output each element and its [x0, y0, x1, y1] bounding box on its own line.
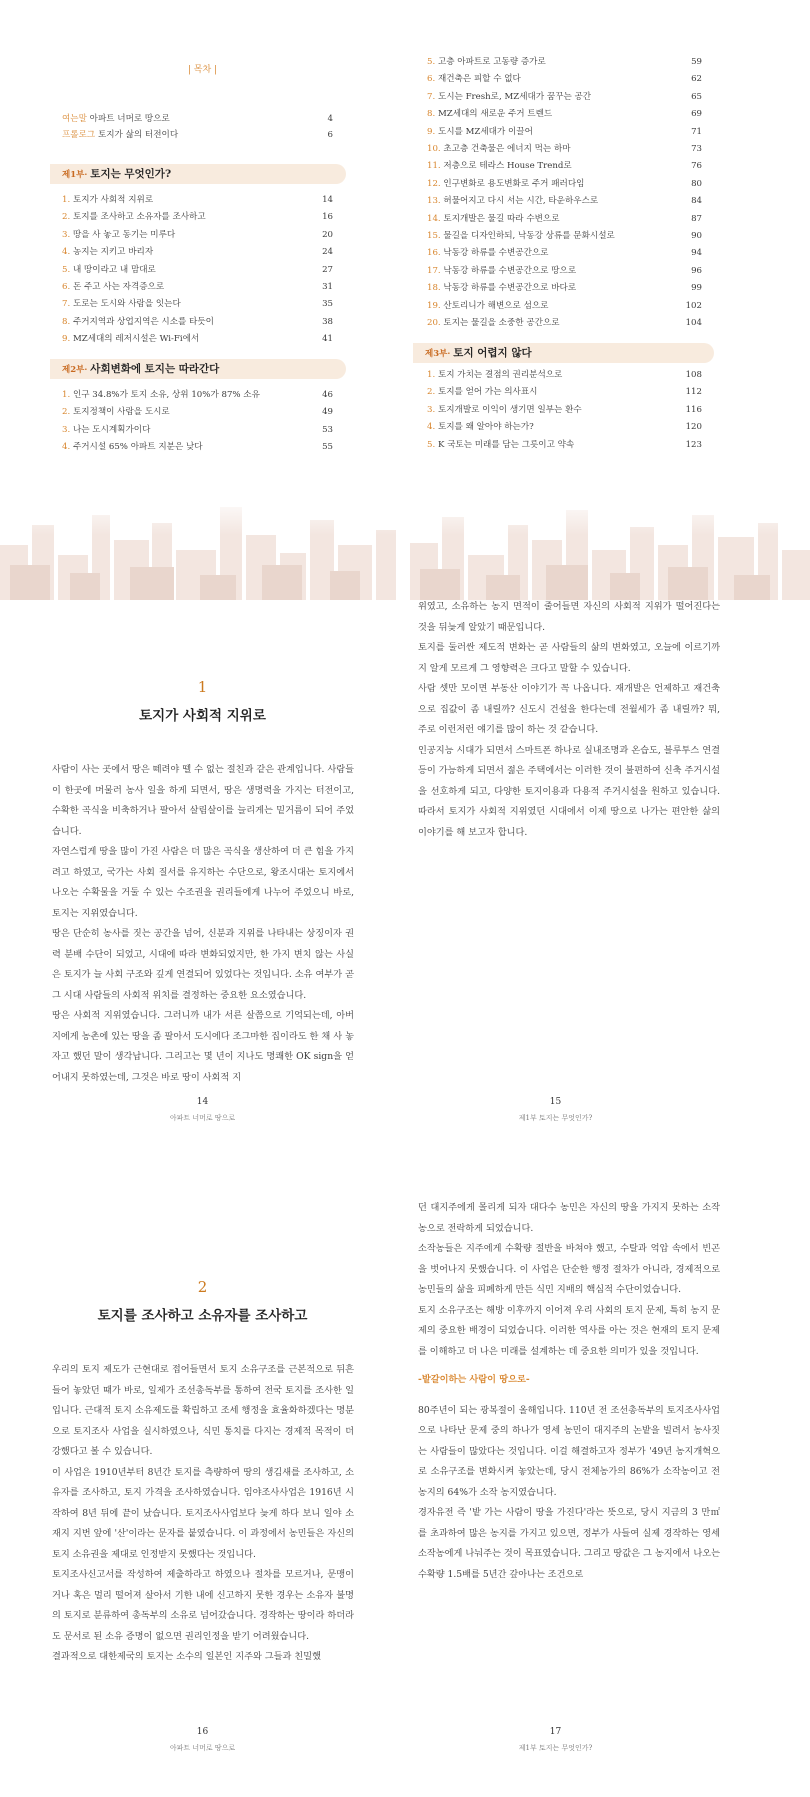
toc-entry[interactable]	[427, 159, 702, 173]
toc-entry-title: 초고층 건축물은 에너지 먹는 하마	[443, 144, 571, 154]
running-head: 아파트 너머로 땅으로	[169, 1744, 236, 1752]
toc-entry[interactable]	[62, 112, 333, 126]
paragraph: 80주년이 되는 광복절이 올해입니다. 110년 전 조선총독부의 토지조사사업으로 나타난 문제 중의 하나가 영세 농민이 대지주의 논밭을 빌려서 농사짓는 사람들이 많았다는 것입니다. 이걸 해결하고자 정부가 '49년 농지개혁으로 소유구조를 변화시켜 놓았는데, 당시 전체농가의 86%가 소작농이고 전 농지의 64%가 소작 농지였습니다.	[418, 1404, 720, 1498]
toc-entry-page: 69	[691, 109, 702, 120]
chapter-number: 1	[197, 678, 208, 696]
toc-entry[interactable]	[427, 403, 702, 417]
toc-entry-number: 15.	[427, 231, 441, 241]
toc-entry-page: 123	[685, 439, 702, 450]
toc-entry-title: 고층 아파트로 고동량 증가로	[437, 57, 546, 67]
page-14-body	[52, 760, 354, 1088]
toc-entry[interactable]	[427, 438, 702, 452]
toc-entry-number: 14.	[427, 213, 441, 224]
toc-entry-number: 1.	[62, 195, 71, 205]
toc-entry-number: 8.	[427, 109, 436, 120]
toc-entry-number: 9.	[62, 334, 71, 345]
toc-entry-number: 1.	[427, 370, 436, 380]
toc-entry-page: 99	[691, 283, 702, 294]
page-14	[0, 600, 405, 1200]
toc-entry-number: 7.	[427, 91, 436, 102]
toc-entry[interactable]	[62, 388, 333, 402]
toc-entry-page: 35	[322, 299, 333, 310]
toc-heading: | 목차 |	[187, 65, 218, 75]
toc-entry-title: 도시를 MZ세대가 이끌어	[437, 126, 533, 137]
toc-entry-page: 16	[322, 212, 333, 223]
toc-entry[interactable]	[427, 264, 702, 278]
toc-entry-page: 4	[327, 114, 333, 124]
paragraph: 자연스럽게 땅을 많이 가진 사람은 더 많은 곡식을 생산하여 더 큰 힘을 가지려고 하였고, 국가는 사회 질서를 유지하는 수단으로, 왕조시대는 토지에서 나오는 수확물을 거둘 수 있는 수조권을 권리들에게 나누어 주었으니 바로, 토지는 지위였습니다.	[52, 846, 354, 919]
toc-entry-page: 20	[322, 229, 333, 240]
toc-entry-number: 5.	[427, 57, 436, 67]
toc-entry-number: 20.	[427, 318, 441, 328]
toc-entry[interactable]	[427, 55, 702, 69]
toc-entry-title: MZ세대의 새로운 주거 트렌드	[437, 109, 553, 120]
toc-entry-title: 도로는 도시와 사람을 잇는다	[72, 299, 181, 310]
toc-entry[interactable]	[62, 440, 333, 454]
toc-entry-title: 토지가 삶의 터전이다	[97, 130, 179, 140]
toc-entry-number: 3.	[62, 229, 71, 240]
toc-entry[interactable]	[427, 368, 702, 382]
toc-entry-title: 낙동강 하류를 수변공간으로 바다로	[443, 283, 577, 294]
toc-entry-page: 24	[322, 247, 333, 258]
toc-entry-title: 토지는 물길을 소중한 공간으로	[443, 318, 560, 328]
page-number: 14	[196, 1097, 209, 1107]
toc-entry-number: 6.	[427, 74, 436, 85]
page-number: 16	[196, 1727, 209, 1737]
toc-entry-page: 108	[685, 370, 702, 380]
toc-entry-title: 인구 34.8%가 토지 소유, 상위 10%가 87% 소유	[72, 390, 260, 400]
section-subhead: -밭갈이하는 사람이 땅으로-	[418, 1374, 530, 1385]
toc-entry[interactable]	[427, 299, 702, 313]
toc-entry-title: 낙동강 하류를 수변공간으로	[443, 248, 549, 259]
running-head: 아파트 너머로 땅으로	[169, 1114, 236, 1122]
toc-entry[interactable]	[427, 229, 702, 243]
toc-entry[interactable]	[62, 245, 333, 259]
chapter-title: 토지가 사회적 지위로	[139, 708, 266, 724]
toc-entry-page: 53	[322, 424, 333, 435]
toc-entry-title: 내 땅이라고 내 맘대로	[72, 264, 156, 275]
paragraph: 사람 셋만 모이면 부동산 이야기가 꼭 나옵니다. 재개발은 언제하고 재건축으로 집값이 좀 내릴까? 신도시 건설을 한다는데 전월세가 좀 내릴까? 뭐, 주로 이런저런 얘기를 많이 하는 것 같습니다.	[418, 683, 720, 735]
toc-entry[interactable]	[62, 332, 333, 346]
part-title: 사회변화에 토지는 따라간다	[90, 363, 220, 375]
toc-entry-number: 9.	[427, 126, 436, 137]
toc-entry-page: 87	[691, 213, 702, 224]
toc-entry-page: 31	[322, 282, 333, 292]
toc-entry-number: 5.	[62, 264, 71, 275]
toc-entry-title: 도시는 Fresh로, MZ세대가 꿈꾸는 공간	[437, 91, 592, 102]
toc-entry-page: 90	[691, 231, 702, 241]
toc-entry-page: 76	[691, 161, 702, 172]
running-head: 제1부 토지는 무엇인가?	[518, 1114, 593, 1122]
toc-entry-page: 38	[322, 316, 333, 327]
toc-entry-number: 2.	[62, 212, 71, 223]
toc-entry-title: 저층으로 테라스 House Trend로	[443, 161, 572, 172]
toc-entry[interactable]	[427, 107, 702, 121]
toc-entry-page: 84	[691, 196, 702, 207]
paragraph: 땅은 사회적 지위였습니다. 그러니까 내가 서른 살쯤으로 기억되는데, 아버지에게 농촌에 있는 땅을 좀 팔아서 도시에다 조그마한 집이라도 한 채 사 놓자고 했던 말이 생각납니다. 그리고는 몇 년이 지나도 명쾌한 OK sign을 얻어내지 못하였는데, 그것은 바로 땅이 사회적 지	[52, 1010, 354, 1083]
toc-entry-page: 73	[691, 144, 702, 154]
toc-entry-page: 96	[691, 265, 702, 276]
part-heading	[50, 164, 346, 184]
page-17	[405, 1200, 810, 1797]
toc-entry-number: 4.	[62, 442, 71, 453]
toc-entry-title: 토지정책이 사람을 도시로	[72, 407, 170, 418]
paragraph: 소작농들은 지주에게 수확량 절반을 바쳐야 했고, 수탈과 억압 속에서 빈곤을 벗어나지 못했습니다. 이 사업은 단순한 행정 절차가 아니라, 경제적으로 농민들의 삶을 피폐하게 만든 식민 지배의 핵심적 수단이었습니다.	[418, 1243, 720, 1295]
toc-entry[interactable]	[62, 297, 333, 311]
chapter-title: 토지를 조사하고 소유자를 조사하고	[97, 1308, 308, 1324]
part-label: 제2부·	[62, 365, 88, 375]
paragraph: 던 대지주에게 몰리게 되자 대다수 농민은 자신의 땅을 가지지 못하는 소작농으로 전락하게 되었습니다.	[418, 1202, 720, 1234]
part-title: 토지는 무엇인가?	[90, 168, 172, 180]
toc-entry-number: 3.	[427, 404, 436, 415]
toc-entry[interactable]	[427, 72, 702, 86]
page-15-body	[418, 597, 720, 843]
toc-entry-page: 94	[691, 248, 702, 259]
toc-entry-page: 102	[685, 300, 702, 311]
running-head: 제1부 토지는 무엇인가?	[518, 1744, 593, 1752]
page-17-body	[418, 1198, 720, 1585]
toc-entry[interactable]	[427, 212, 702, 226]
toc-entry-title: 토지 가치는 결점의 권리분석으로	[437, 370, 563, 380]
toc-entry-number: 18.	[427, 283, 441, 294]
toc-entry-number: 1.	[62, 390, 71, 400]
toc-entry-title: 토지를 얻어 가는 의사표시	[437, 387, 538, 398]
toc-entry-title: K 국토는 미래를 담는 그릇이고 약속	[437, 439, 575, 450]
page-16-body	[52, 1360, 354, 1668]
toc-entry-number: 2.	[62, 407, 71, 418]
toc-entry-title: 산토리니가 해변으로 섬으로	[443, 300, 549, 311]
toc-entry-page: 80	[691, 178, 702, 189]
part-heading	[413, 343, 714, 363]
toc-entry-page: 59	[691, 57, 702, 67]
toc-entry-title: 땅을 사 놓고 동기는 미루다	[72, 229, 176, 240]
paragraph: 위였고, 소유하는 농지 면적이 줄어들면 자신의 사회적 지위가 떨어진다는 것을 뒤늦게 알았기 때문입니다.	[418, 601, 720, 633]
toc-entry[interactable]	[427, 281, 702, 295]
folio	[0, 1727, 405, 1753]
toc-entry[interactable]	[62, 128, 333, 142]
toc-entry-title: 나는 도시계획가이다	[72, 424, 151, 435]
paragraph: 결과적으로 대한제국의 토지는 소수의 일본인 지주와 그들과 친밀했	[52, 1651, 321, 1662]
toc-entry[interactable]	[62, 210, 333, 224]
toc-entry[interactable]	[427, 194, 702, 208]
toc-entry-page: 49	[322, 407, 333, 418]
toc-entry-title: 돈 주고 사는 자격증으로	[72, 282, 165, 292]
toc-entry[interactable]	[427, 420, 702, 434]
toc-entry-number: 8.	[62, 316, 71, 327]
page-number: 15	[549, 1097, 562, 1107]
toc-entry-number: 2.	[427, 387, 436, 398]
toc-entry-title: 물길을 디자인하되, 낙동강 상류를 문화시설로	[443, 231, 615, 241]
toc-entry-page: 112	[685, 387, 702, 398]
paragraph: 사람이 사는 곳에서 땅은 떼려야 뗄 수 없는 절친과 같은 관계입니다. 사람들이 한곳에 머물러 농사 일을 하게 되면서, 땅은 생명력을 가지는 터전이고, 수확한 곡식을 비축하거나 팔아서 살림살이를 늘리게는 밑거름이 되어 주었습니다.	[52, 764, 354, 837]
toc-entry[interactable]	[62, 280, 333, 294]
toc-entry-number: 17.	[427, 265, 441, 276]
toc-entry-page: 46	[322, 390, 333, 400]
toc-entry-title: 토지를 조사하고 소유자를 조사하고	[72, 212, 206, 223]
toc-entry[interactable]	[427, 316, 702, 330]
toc-entry-label: 프롤로그	[62, 130, 96, 140]
toc-entry-title: 주거시설 65% 아파트 지분은 낮다	[72, 442, 203, 453]
page-16	[0, 1200, 405, 1797]
paragraph: 경자유전 즉 '밭 가는 사람이 땅을 가진다'라는 뜻으로, 당시 지금의 3 만㎡를 초과하여 많은 농지를 가지고 있으면, 정부가 사들여 실제 경작하는 영세 소작농에게 나눠주는 것이 목표였습니다. 그리고 땅값은 그 농지에서 나오는 수확량 1.5배를 5년간 갚아나는 조건으로	[418, 1507, 720, 1580]
spread-pages-14-15	[0, 600, 810, 1200]
toc-entry-page: 120	[685, 422, 702, 433]
toc-entry-page: 62	[691, 74, 702, 85]
toc-right-page	[405, 0, 810, 600]
toc-entry-title: 재건축은 피할 수 없다	[437, 74, 521, 85]
toc-entry-label: 여는말	[62, 114, 87, 124]
toc-entry-title: 토지개발은 물길 따라 수변으로	[443, 213, 560, 224]
toc-entry[interactable]	[427, 246, 702, 260]
toc-entry-title: 인구변화로 용도변화로 주거 패러다임	[443, 178, 585, 189]
toc-entry[interactable]	[427, 385, 702, 399]
paragraph: 우리의 토지 제도가 근현대로 접어들면서 토지 소유구조를 근본적으로 뒤흔들어 놓았던 때가 바로, 일제가 조선총독부를 통하여 전국 토지를 조사한 일입니다. 근대적 토지 소유제도를 확립하고 조세 행정을 효율화하겠다는 명분으로 토지조사 사업을 실시하였으나, 식민 통치를 다지는 경제적 목적이 더 강했다고 볼 수 있습니다.	[52, 1364, 354, 1457]
toc-entry-title: 토지가 사회적 지위로	[72, 195, 154, 205]
toc-entry-number: 13.	[427, 196, 441, 207]
toc-entry[interactable]	[62, 405, 333, 419]
toc-entry-page: 116	[685, 404, 702, 415]
toc-entry[interactable]	[427, 142, 702, 156]
toc-entry-page: 41	[322, 334, 333, 345]
part-label: 제1부·	[62, 170, 88, 180]
page-15	[405, 600, 810, 1200]
toc-entry-title: 토지개발로 이익이 생기면 일부는 환수	[437, 404, 582, 415]
folio	[0, 1097, 405, 1123]
toc-entry-page: 27	[322, 264, 333, 275]
toc-entry-number: 6.	[62, 282, 71, 292]
toc-entry-title: 토지를 왜 알아야 하는가?	[437, 422, 534, 433]
toc-entry[interactable]	[62, 228, 333, 242]
folio	[353, 1727, 758, 1753]
toc-entry-title: 농지는 지키고 바리자	[72, 247, 154, 258]
toc-entry-title: 주거지역과 상업지역은 시소를 타듯이	[72, 316, 214, 327]
toc-entry-title: 허물어지고 다시 서는 시간, 타운하우스로	[443, 196, 599, 207]
toc-spread	[0, 0, 810, 600]
part-heading	[50, 359, 346, 379]
toc-entry[interactable]	[427, 90, 702, 104]
toc-entry-title: 아파트 너머로 땅으로	[89, 114, 170, 124]
toc-entry-page: 71	[691, 126, 702, 137]
toc-entry-title: MZ세대의 레저시설은 Wi-Fi에서	[72, 334, 200, 345]
toc-entry-page: 104	[685, 318, 702, 328]
toc-entry-number: 16.	[427, 248, 441, 259]
toc-entry-title: 낙동강 하류를 수변공간으로 땅으로	[443, 265, 577, 276]
toc-entry-page: 14	[322, 195, 333, 205]
toc-entry-number: 5.	[427, 439, 436, 450]
toc-entry[interactable]	[62, 423, 333, 437]
toc-entry-number: 19.	[427, 300, 441, 311]
paragraph: 토지조사신고서를 작성하여 제출하라고 하였으나 절차를 모르거나, 문맹이거나 혹은 멀리 떨어져 살아서 기한 내에 신고하지 못한 경우는 소유자 불명의 토지로 분류하여 총독부의 소유로 넘어갔습니다. 경작하는 땅이라 하더라도 문서로 된 소유 증명이 없으면 권리인정을 받기 어려웠습니다.	[52, 1569, 354, 1642]
part-title: 토지 어렵지 않다	[453, 347, 532, 359]
toc-entry-number: 10.	[427, 144, 441, 154]
toc-entry[interactable]	[427, 177, 702, 191]
toc-entry-number: 3.	[62, 424, 71, 435]
toc-entry[interactable]	[427, 125, 702, 139]
paragraph: 인공지능 시대가 되면서 스마트폰 하나로 실내조명과 온습도, 블루투스 연결 등이 가능하게 되면서 젊은 주택에서는 이러한 것이 불편하여 신축 주거시설을 선호하게 되고, 다양한 토지이용과 다용적 주거시설을 원하고 있습니다. 따라서 토지가 사회적 지위였던 시대에서 이제 땅으로 나가는 편안한 삶의 이야기를 해 보고자 합니다.	[418, 744, 720, 838]
paragraph: 토지 소유구조는 해방 이후까지 이어져 우리 사회의 토지 문제, 특히 농지 문제의 중요한 배경이 되었습니다. 이러한 역사를 아는 것은 현재의 토지 문제를 이해하고 더 나은 미래를 설계하는 데 중요한 의미가 있을 것입니다.	[418, 1304, 720, 1357]
toc-entry[interactable]	[62, 315, 333, 329]
toc-entry-number: 4.	[427, 422, 436, 433]
toc-entry[interactable]	[62, 193, 333, 207]
chapter-number: 2	[197, 1278, 208, 1296]
toc-entry-number: 12.	[427, 178, 441, 189]
page-number: 17	[549, 1727, 562, 1737]
toc-entry[interactable]	[62, 263, 333, 277]
toc-left-page	[0, 0, 405, 600]
toc-entry-number: 7.	[62, 299, 71, 310]
folio	[353, 1097, 758, 1123]
toc-entry-page: 55	[322, 442, 333, 453]
spread-pages-16-17	[0, 1200, 810, 1797]
toc-entry-page: 65	[691, 91, 702, 102]
paragraph: 토지를 둘러싼 제도적 변화는 곧 사람들의 삶의 변화였고, 오늘에 이르기까지 알게 모르게 그 영향력은 크다고 말할 수 있습니다.	[418, 642, 720, 674]
toc-entry-number: 4.	[62, 247, 71, 258]
part-label: 제3부·	[425, 349, 451, 359]
toc-entry-page: 6	[327, 130, 333, 140]
toc-entry-number: 11.	[427, 161, 441, 172]
paragraph: 땅은 단순히 농사를 짓는 공간을 넘어, 신분과 지위를 나타내는 상징이자 권력 분배 수단이 되었고, 시대에 따라 변화되었지만, 한 가지 변치 않는 사실은 토지가 늘 사회 구조와 깊게 연결되어 있었다는 것입니다. 소유 여부가 곧 그 시대 사람들의 사회적 위치를 결정하는 중요한 요소였습니다.	[52, 928, 354, 1001]
paragraph: 이 사업은 1910년부터 8년간 토지를 측량하여 땅의 생김새를 조사하고, 소유자를 조사하고, 토지 가격을 조사하였습니다. 임야조사사업은 1916년 시작하여 8년 뒤에 끝이 났습니다. 토지조사사업보다 늦게 하다 보니 일야 소재지 지번 앞에 '산'이라는 문자를 붙였습니다. 이 과정에서 농민들은 자신의 토지 소유권을 제대로 인정받지 못했다는 것입니다.	[52, 1466, 354, 1560]
